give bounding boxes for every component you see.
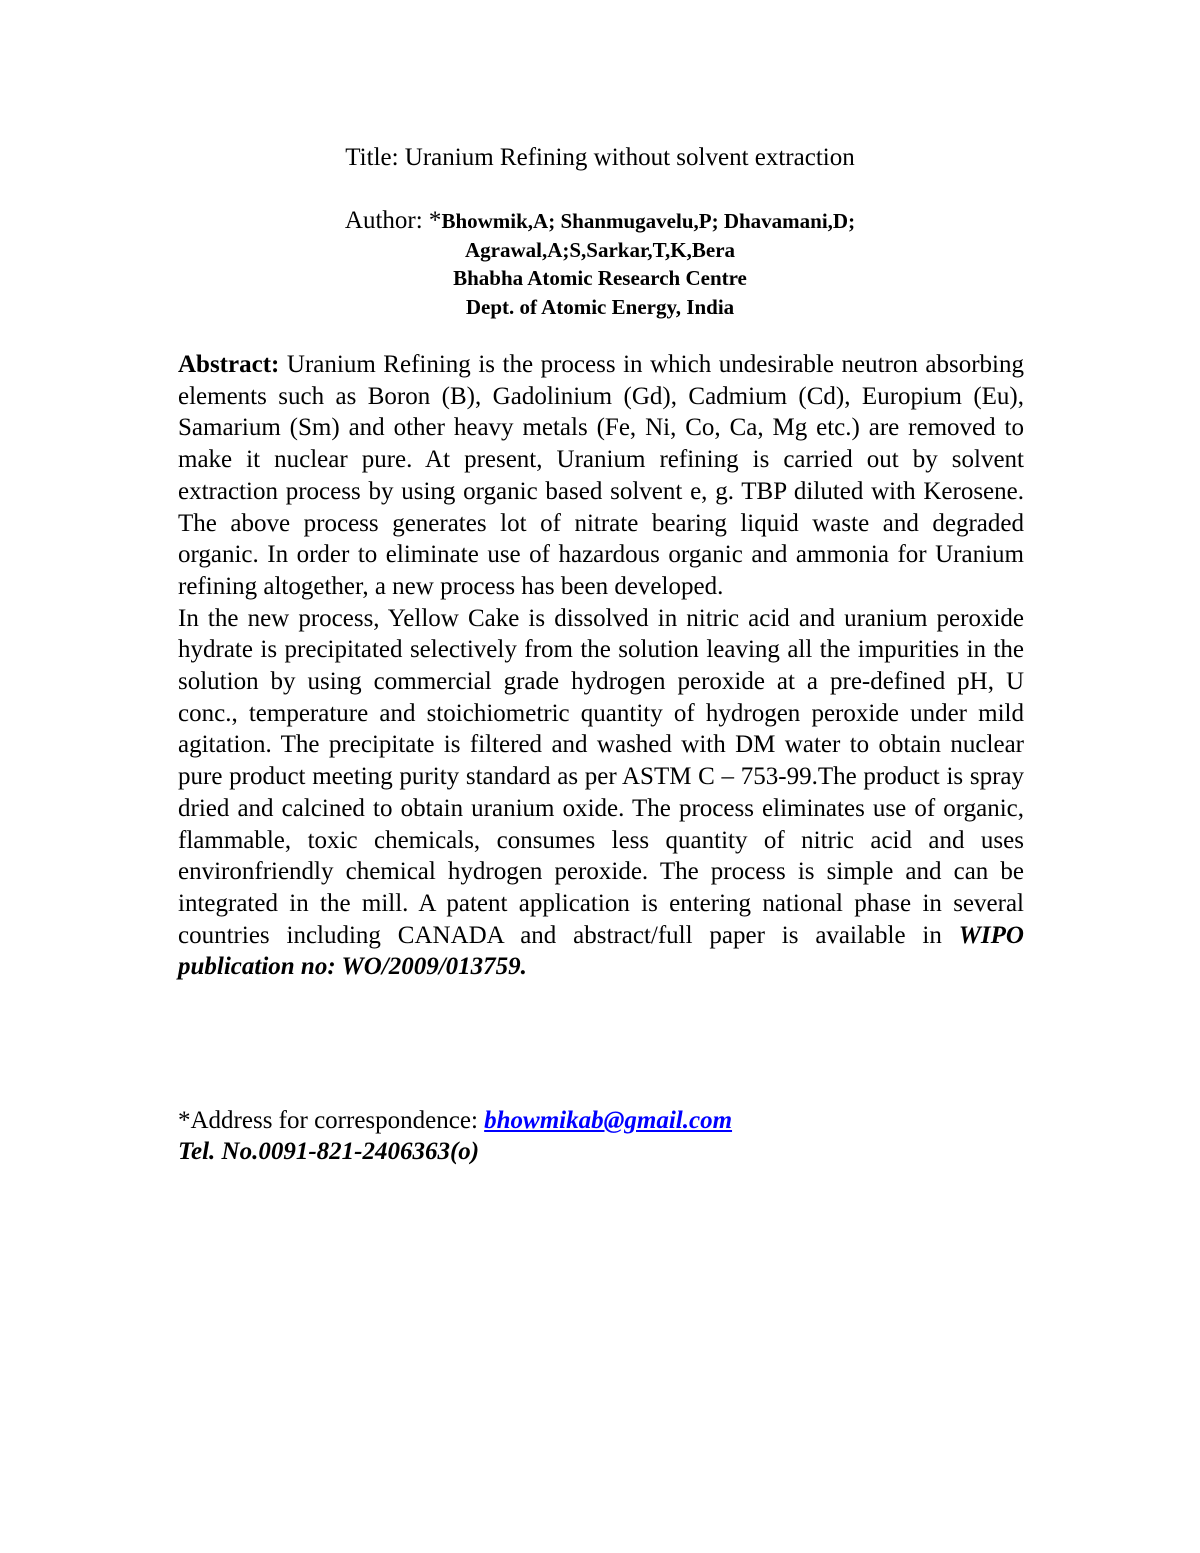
abstract-paragraph-1: [178, 349, 1024, 603]
author-affiliation: Bhabha Atomic Research Centre: [453, 266, 747, 290]
telephone-number: Tel. No.0091-821-2406363(o): [178, 1138, 480, 1165]
abstract-paragraph-2: [178, 603, 1024, 983]
author-names-1: Bhowmik,A; Shanmugavelu,P; Dhavamani,D;: [441, 209, 856, 233]
correspondence-section: [178, 1105, 1024, 1167]
abstract-label: Abstract:: [178, 351, 280, 378]
wipo-publication: WIPO publication no: WO/2009/013759.: [178, 921, 1024, 981]
abstract-section: [178, 349, 1024, 983]
email-link[interactable]: bhowmikab@gmail.com: [484, 1107, 733, 1134]
author-line-1: [0, 207, 1200, 236]
correspondence-line: [178, 1105, 1024, 1136]
abstract-text-1: Uranium Refining is the process in which undesirable neutron absorbing elements such as Boron (B), Gadolinium (Gd), Cadmium (Cd), Europium (Eu), Samarium (Sm) and other heavy metals (Fe, Ni, Co, Ca, Mg etc.) are removed to make it nuclear pure. At present, Uranium refining is carried out by solvent extraction process by using organic based solvent e, g. TBP diluted with Kerosene. The above process generates lot of nitrate bearing liquid waste and degraded organic. In order to eliminate use of hazardous organic and ammonia for Uranium refining altogether, a new process has been developed.: [178, 351, 1024, 600]
page-title: Title: Uranium Refining without solvent extraction: [345, 144, 855, 171]
author-prefix: Author: *: [344, 207, 442, 234]
author-department: Dept. of Atomic Energy, India: [465, 294, 735, 319]
author-block: [0, 207, 1200, 321]
abstract-text-2: In the new process, Yellow Cake is dissolved in nitric acid and uranium peroxide hydrate is precipitated selectively from the solution leaving all the impurities in the solution by using commercial grade hydrogen peroxide at a pre-defined pH, U conc., temperature and stoichiometric quantity of hydrogen peroxide under mild agitation. The precipitate is filtered and washed with DM water to obtain nuclear pure product meeting purity standard as per ASTM C – 753-99.The product is spray dried and calcined to obtain uranium oxide. The process eliminates use of organic, flammable, toxic chemicals, consumes less quantity of nitric acid and uses environfriendly chemical hydrogen peroxide. The process is simple and can be integrated in the mill. A patent application is entering national phase in several countries including CANADA and abstract/full paper is available in: [178, 604, 1024, 949]
author-names-2: Agrawal,A;S,Sarkar,T,K,Bera: [464, 237, 736, 262]
correspondence-label: *Address for correspondence:: [178, 1107, 485, 1134]
